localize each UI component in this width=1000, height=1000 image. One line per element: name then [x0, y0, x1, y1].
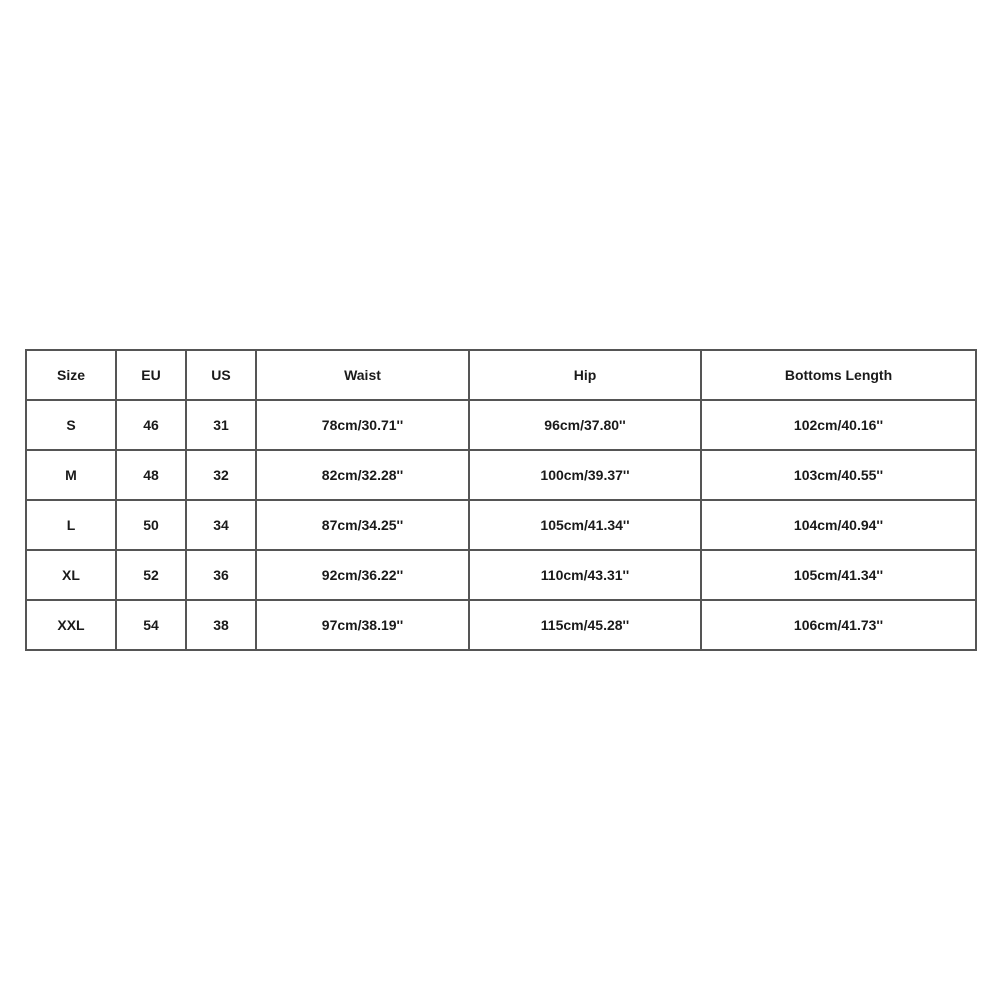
cell-eu: 54: [116, 600, 186, 650]
cell-size: XL: [26, 550, 116, 600]
cell-us: 31: [186, 400, 256, 450]
cell-hip: 115cm/45.28'': [469, 600, 701, 650]
cell-hip: 96cm/37.80'': [469, 400, 701, 450]
table-row: [26, 450, 976, 500]
cell-bottoms-length: 104cm/40.94'': [701, 500, 976, 550]
cell-us: 36: [186, 550, 256, 600]
size-chart-table: [25, 349, 977, 651]
cell-bottoms-length: 105cm/41.34'': [701, 550, 976, 600]
cell-waist: 78cm/30.71'': [256, 400, 469, 450]
table-row: [26, 500, 976, 550]
cell-bottoms-length: 102cm/40.16'': [701, 400, 976, 450]
header-waist: Waist: [256, 350, 469, 400]
cell-hip: 110cm/43.31'': [469, 550, 701, 600]
cell-waist: 92cm/36.22'': [256, 550, 469, 600]
cell-waist: 82cm/32.28'': [256, 450, 469, 500]
table-header-row: [26, 350, 976, 400]
cell-eu: 50: [116, 500, 186, 550]
cell-hip: 100cm/39.37'': [469, 450, 701, 500]
header-eu: EU: [116, 350, 186, 400]
cell-us: 32: [186, 450, 256, 500]
table-row: [26, 550, 976, 600]
cell-size: XXL: [26, 600, 116, 650]
header-bottoms-length: Bottoms Length: [701, 350, 976, 400]
cell-hip: 105cm/41.34'': [469, 500, 701, 550]
cell-bottoms-length: 103cm/40.55'': [701, 450, 976, 500]
cell-us: 38: [186, 600, 256, 650]
cell-eu: 46: [116, 400, 186, 450]
header-us: US: [186, 350, 256, 400]
header-size: Size: [26, 350, 116, 400]
cell-bottoms-length: 106cm/41.73'': [701, 600, 976, 650]
cell-eu: 52: [116, 550, 186, 600]
cell-size: L: [26, 500, 116, 550]
header-hip: Hip: [469, 350, 701, 400]
cell-eu: 48: [116, 450, 186, 500]
table-row: [26, 400, 976, 450]
cell-waist: 87cm/34.25'': [256, 500, 469, 550]
cell-size: S: [26, 400, 116, 450]
cell-waist: 97cm/38.19'': [256, 600, 469, 650]
cell-us: 34: [186, 500, 256, 550]
cell-size: M: [26, 450, 116, 500]
table-row: [26, 600, 976, 650]
